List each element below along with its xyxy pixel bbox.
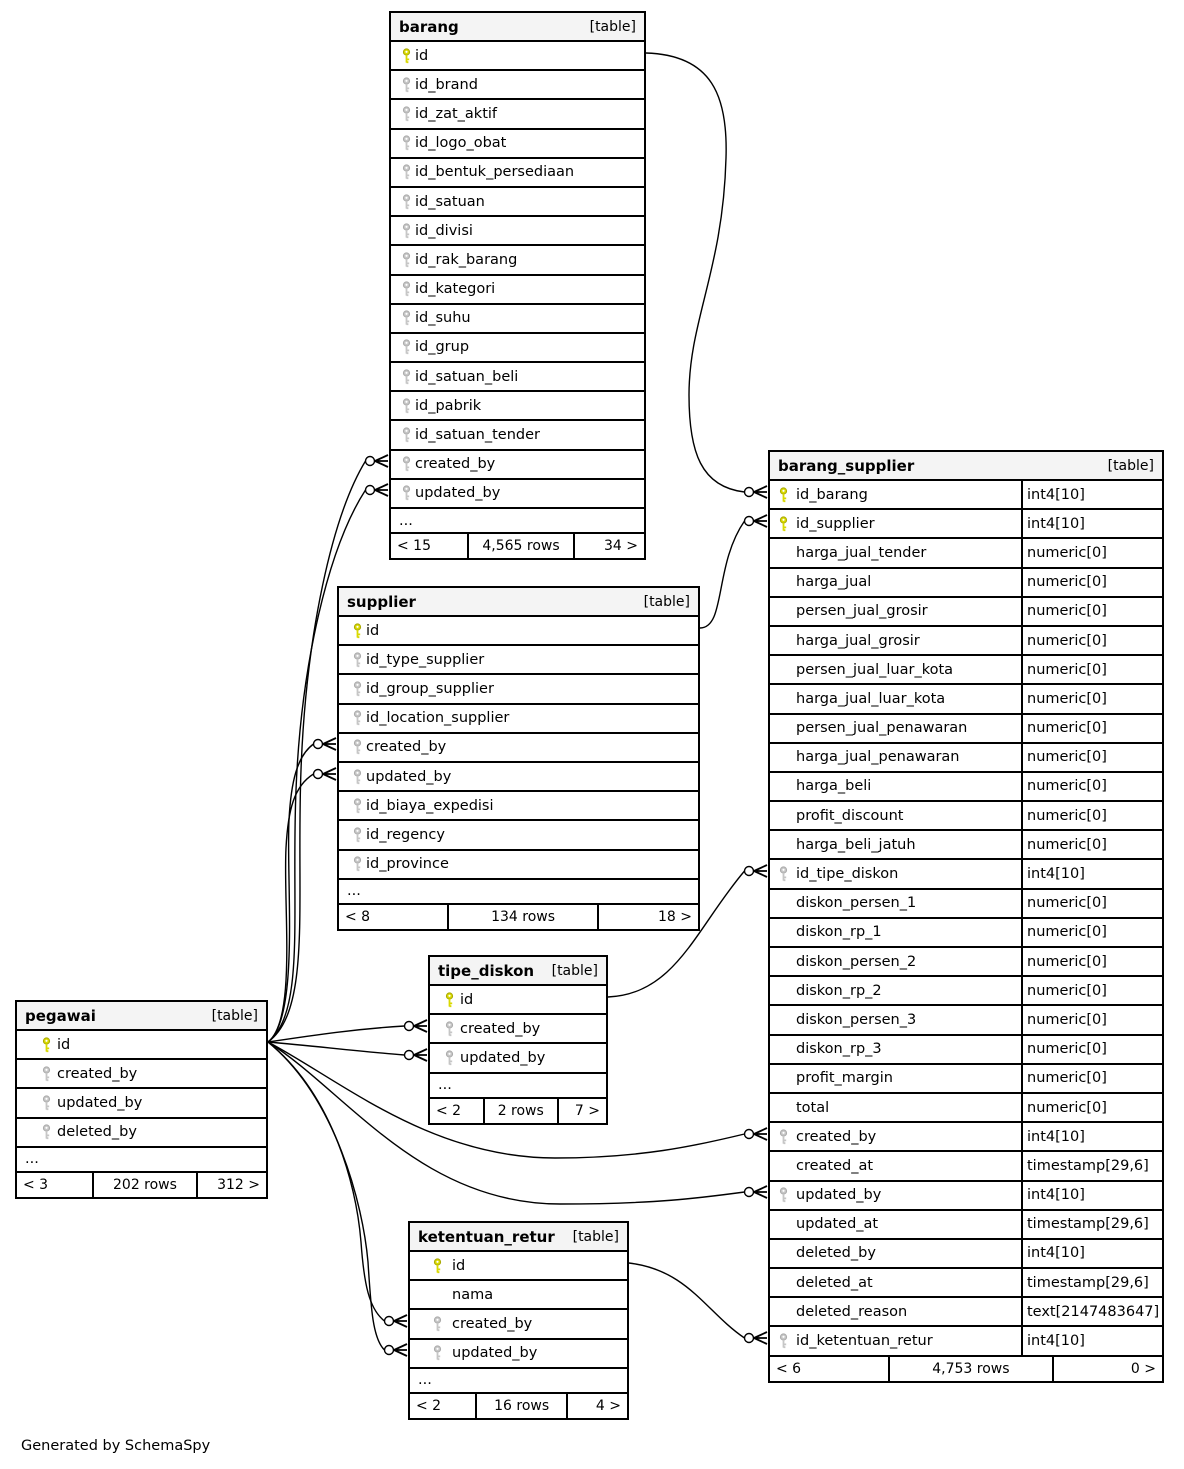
column-row-harga_jual_penawaran — [770, 742, 1162, 771]
primary-key-icon — [444, 992, 456, 1008]
foreign-key-icon — [41, 1066, 53, 1082]
column-name: diskon_rp_1 — [796, 924, 882, 941]
column-row-diskon_rp_3 — [770, 1034, 1162, 1063]
column-name: id — [460, 991, 474, 1008]
table-supplier[interactable] — [337, 586, 700, 931]
column-row-id_rak_barang — [391, 244, 644, 273]
column-row-id — [339, 615, 698, 644]
column-row-harga_beli_jatuh — [770, 829, 1162, 858]
foreign-key-icon — [352, 652, 364, 668]
column-name: id_location_supplier — [366, 710, 510, 727]
column-name: profit_discount — [796, 807, 904, 824]
column-name: created_by — [57, 1065, 138, 1082]
column-name: id_pabrik — [415, 397, 482, 414]
zero-or-many-circle-marker — [405, 1051, 414, 1060]
column-row-updated_at — [770, 1209, 1162, 1238]
column-row-id_biaya_expedisi — [339, 790, 698, 819]
table-footer — [17, 1171, 266, 1197]
primary-key-icon — [432, 1258, 444, 1274]
column-name: id — [366, 622, 380, 639]
column-type: timestamp[29,6] — [1021, 1269, 1162, 1296]
primary-key-icon — [778, 516, 790, 532]
column-type: numeric[0] — [1021, 627, 1162, 654]
column-name: deleted_by — [57, 1124, 137, 1141]
crow-foot-marker — [754, 1128, 767, 1140]
column-row-total — [770, 1092, 1162, 1121]
foreign-key-icon — [352, 769, 364, 785]
table-header — [430, 957, 606, 984]
column-name: id_zat_aktif — [415, 105, 498, 122]
column-name: id — [452, 1257, 466, 1274]
zero-or-many-circle-marker — [745, 1334, 754, 1343]
foreign-key-icon — [401, 77, 413, 93]
column-type: int4[10] — [1021, 860, 1162, 887]
column-row-persen_jual_grosir — [770, 596, 1162, 625]
column-type: numeric[0] — [1021, 715, 1162, 742]
foreign-key-icon — [401, 398, 413, 414]
column-row-id — [410, 1250, 627, 1279]
crow-foot-marker — [414, 1049, 427, 1061]
column-type: int4[10] — [1021, 1123, 1162, 1150]
crow-foot-marker — [754, 865, 767, 877]
table-row-count: 134 rows — [447, 905, 598, 929]
foreign-key-icon — [432, 1345, 444, 1361]
crow-foot-marker — [323, 768, 336, 780]
primary-key-icon — [778, 487, 790, 503]
foreign-key-icon — [401, 369, 413, 385]
column-name: id_barang — [796, 486, 868, 503]
column-name: id_satuan_beli — [415, 368, 519, 385]
primary-key-icon — [41, 1037, 53, 1053]
column-row-created_by — [339, 732, 698, 761]
column-row-id_logo_obat — [391, 128, 644, 157]
column-name: id_bentuk_persediaan — [415, 164, 575, 181]
related-out-count: 34 > — [573, 534, 644, 558]
column-name: harga_jual_penawaran — [796, 749, 960, 766]
table-header — [391, 13, 644, 40]
column-name: id_logo_obat — [415, 135, 507, 152]
related-in-count: < 6 — [776, 1360, 802, 1377]
foreign-key-icon — [352, 739, 364, 755]
table-footer — [410, 1392, 627, 1418]
column-name: harga_beli_jatuh — [796, 836, 916, 853]
column-row-id — [17, 1029, 266, 1058]
foreign-key-icon — [401, 310, 413, 326]
column-name: id_brand — [415, 76, 478, 93]
table-row-count: 16 rows — [475, 1394, 566, 1418]
column-row-created_by — [17, 1058, 266, 1087]
foreign-key-icon — [778, 1333, 790, 1349]
column-type: numeric[0] — [1021, 1036, 1162, 1063]
related-in-count: < 2 — [436, 1102, 462, 1119]
column-type: numeric[0] — [1021, 1094, 1162, 1121]
column-row-id — [430, 984, 606, 1013]
column-name: persen_jual_grosir — [796, 603, 928, 620]
column-name: created_by — [366, 739, 447, 756]
column-type: numeric[0] — [1021, 948, 1162, 975]
column-name: deleted_reason — [796, 1303, 908, 1320]
column-name: id_suhu — [415, 310, 471, 327]
zero-or-many-circle-marker — [314, 770, 323, 779]
column-name: id — [415, 47, 429, 64]
column-name: diskon_persen_1 — [796, 895, 917, 912]
zero-or-many-circle-marker — [366, 457, 375, 466]
table-tag: [table] — [572, 1228, 619, 1245]
crow-foot-marker — [754, 1332, 767, 1344]
column-row-id_kategori — [391, 274, 644, 303]
table-footer — [430, 1097, 606, 1123]
column-row-updated_by — [391, 478, 644, 507]
table-header — [17, 1002, 266, 1029]
foreign-key-icon — [401, 281, 413, 297]
column-row-id_location_supplier — [339, 703, 698, 732]
column-name: id_group_supplier — [366, 680, 494, 697]
column-type: numeric[0] — [1021, 1006, 1162, 1033]
column-type: numeric[0] — [1021, 598, 1162, 625]
column-name: created_at — [796, 1157, 874, 1174]
foreign-key-icon — [401, 194, 413, 210]
column-row-created_by — [770, 1121, 1162, 1150]
table-tag: [table] — [551, 962, 598, 979]
relationship-line — [268, 774, 314, 1042]
zero-or-many-circle-marker — [745, 1130, 754, 1139]
column-row-id_suhu — [391, 303, 644, 332]
column-name: updated_by — [415, 485, 501, 502]
column-row-deleted_by — [17, 1117, 266, 1146]
column-name: id_type_supplier — [366, 651, 485, 668]
column-name: created_by — [796, 1128, 877, 1145]
column-row-id_satuan_tender — [391, 419, 644, 448]
table-tag: [table] — [589, 18, 636, 35]
column-row-harga_jual_tender — [770, 537, 1162, 566]
crow-foot-marker — [414, 1020, 427, 1032]
zero-or-many-circle-marker — [745, 488, 754, 497]
table-header — [770, 452, 1162, 479]
crow-foot-marker — [754, 486, 767, 498]
column-name: id_grup — [415, 339, 470, 356]
column-row-id_satuan_beli — [391, 361, 644, 390]
column-type: numeric[0] — [1021, 685, 1162, 712]
column-row-updated_by — [410, 1338, 627, 1367]
column-row-profit_margin — [770, 1063, 1162, 1092]
column-name: id_satuan — [415, 193, 485, 210]
table-row-count: 4,753 rows — [888, 1357, 1053, 1381]
column-name: persen_jual_luar_kota — [796, 661, 954, 678]
related-out-count: 7 > — [557, 1099, 606, 1123]
column-row-id_zat_aktif — [391, 98, 644, 127]
column-row-id_group_supplier — [339, 673, 698, 702]
related-in-count: < 3 — [23, 1176, 49, 1193]
column-type: numeric[0] — [1021, 773, 1162, 800]
related-out-count: 0 > — [1052, 1357, 1162, 1381]
crow-foot-marker — [394, 1344, 407, 1356]
zero-or-many-circle-marker — [385, 1317, 394, 1326]
table-tipe_diskon[interactable] — [428, 955, 608, 1125]
related-out-count: 18 > — [597, 905, 698, 929]
column-row-created_by — [430, 1013, 606, 1042]
column-name: updated_by — [366, 768, 452, 785]
crow-foot-marker — [754, 1186, 767, 1198]
column-row-harga_jual — [770, 567, 1162, 596]
table-header — [410, 1223, 627, 1250]
more-columns-ellipsis: ... — [339, 878, 698, 903]
column-name: id_divisi — [415, 222, 473, 239]
related-in-count: < 2 — [416, 1397, 442, 1414]
column-row-id_grup — [391, 332, 644, 361]
table-name[interactable]: pegawai — [25, 1006, 96, 1025]
column-row-updated_by — [770, 1180, 1162, 1209]
diagram-caption: Generated by SchemaSpy — [21, 1438, 211, 1454]
zero-or-many-circle-marker — [745, 1188, 754, 1197]
foreign-key-icon — [41, 1095, 53, 1111]
foreign-key-icon — [432, 1316, 444, 1332]
foreign-key-icon — [778, 1187, 790, 1203]
column-row-harga_jual_luar_kota — [770, 683, 1162, 712]
table-tag: [table] — [643, 593, 690, 610]
column-name: id_kategori — [415, 281, 496, 298]
table-tag: [table] — [1107, 457, 1154, 474]
foreign-key-icon — [401, 456, 413, 472]
column-type: int4[10] — [1021, 1327, 1162, 1354]
column-row-deleted_at — [770, 1267, 1162, 1296]
column-name: id_supplier — [796, 515, 875, 532]
foreign-key-icon — [401, 485, 413, 501]
column-name: harga_jual_grosir — [796, 632, 920, 649]
column-type: numeric[0] — [1021, 831, 1162, 858]
column-name: created_by — [452, 1315, 533, 1332]
column-name: profit_margin — [796, 1070, 893, 1087]
column-row-id_regency — [339, 819, 698, 848]
relationship-line — [268, 744, 314, 1042]
column-name: persen_jual_penawaran — [796, 720, 968, 737]
zero-or-many-circle-marker — [405, 1022, 414, 1031]
column-row-harga_beli — [770, 771, 1162, 800]
relationship-line — [646, 53, 745, 492]
column-type: numeric[0] — [1021, 1065, 1162, 1092]
foreign-key-icon — [352, 856, 364, 872]
more-columns-ellipsis: ... — [430, 1072, 606, 1097]
column-type: int4[10] — [1021, 1182, 1162, 1209]
column-name: created_by — [460, 1020, 541, 1037]
column-name: harga_beli — [796, 778, 872, 795]
relationship-line — [629, 1263, 745, 1338]
relationship-line — [700, 521, 745, 628]
column-row-id_supplier — [770, 508, 1162, 537]
column-name: diskon_persen_2 — [796, 953, 917, 970]
table-name[interactable]: barang_supplier — [778, 456, 915, 475]
column-type: numeric[0] — [1021, 802, 1162, 829]
related-out-count: 312 > — [196, 1173, 266, 1197]
column-row-updated_by — [430, 1042, 606, 1071]
column-row-id_ketentuan_retur — [770, 1325, 1162, 1354]
column-row-deleted_by — [770, 1238, 1162, 1267]
column-row-harga_jual_grosir — [770, 625, 1162, 654]
related-in-count: < 15 — [397, 538, 431, 554]
column-name: id — [57, 1036, 71, 1053]
foreign-key-icon — [401, 164, 413, 180]
column-name: id_ketentuan_retur — [796, 1333, 933, 1350]
column-row-id_tipe_diskon — [770, 858, 1162, 887]
column-row-id_satuan — [391, 186, 644, 215]
column-row-id_type_supplier — [339, 644, 698, 673]
column-name: id_regency — [366, 826, 445, 843]
table-name[interactable]: ketentuan_retur — [418, 1227, 555, 1246]
foreign-key-icon — [352, 710, 364, 726]
more-columns-ellipsis: ... — [391, 507, 644, 532]
column-row-diskon_rp_1 — [770, 917, 1162, 946]
column-type: timestamp[29,6] — [1021, 1152, 1162, 1179]
column-row-diskon_persen_2 — [770, 946, 1162, 975]
zero-or-many-circle-marker — [385, 1346, 394, 1355]
table-row-count: 2 rows — [483, 1099, 557, 1123]
relationship-line — [268, 1026, 405, 1042]
crow-foot-marker — [323, 738, 336, 750]
table-header — [339, 588, 698, 615]
table-name[interactable]: supplier — [347, 592, 416, 611]
table-tag: [table] — [211, 1007, 258, 1024]
crow-foot-marker — [375, 455, 388, 467]
foreign-key-icon — [778, 866, 790, 882]
column-name: diskon_rp_3 — [796, 1041, 882, 1058]
column-name: id_tipe_diskon — [796, 866, 899, 883]
column-row-nama — [410, 1279, 627, 1308]
column-name: harga_jual_tender — [796, 544, 927, 561]
column-row-created_by — [391, 449, 644, 478]
zero-or-many-circle-marker — [314, 740, 323, 749]
relationship-line — [268, 1042, 385, 1321]
column-name: updated_by — [796, 1187, 882, 1204]
foreign-key-icon — [401, 339, 413, 355]
column-name: diskon_persen_3 — [796, 1011, 917, 1028]
column-type: int4[10] — [1021, 481, 1162, 508]
column-type: text[2147483647] — [1021, 1298, 1162, 1325]
related-out-count: 4 > — [566, 1394, 627, 1418]
column-row-id_pabrik — [391, 390, 644, 419]
table-row-count: 4,565 rows — [467, 534, 573, 558]
column-name: deleted_at — [796, 1274, 873, 1291]
column-type: timestamp[29,6] — [1021, 1211, 1162, 1238]
column-row-updated_by — [339, 761, 698, 790]
column-row-id_divisi — [391, 215, 644, 244]
column-type: numeric[0] — [1021, 890, 1162, 917]
table-barang[interactable] — [389, 11, 646, 560]
column-row-diskon_persen_3 — [770, 1004, 1162, 1033]
column-row-updated_by — [17, 1087, 266, 1116]
column-name: id_rak_barang — [415, 251, 518, 268]
column-row-id_brand — [391, 69, 644, 98]
column-type: numeric[0] — [1021, 656, 1162, 683]
column-type: numeric[0] — [1021, 539, 1162, 566]
column-name: diskon_rp_2 — [796, 982, 882, 999]
column-name: updated_by — [452, 1345, 538, 1362]
foreign-key-icon — [444, 1021, 456, 1037]
table-ketentuan_retur[interactable] — [408, 1221, 629, 1420]
primary-key-icon — [352, 623, 364, 639]
table-footer — [391, 532, 644, 558]
column-row-persen_jual_luar_kota — [770, 654, 1162, 683]
more-columns-ellipsis: ... — [410, 1367, 627, 1392]
more-columns-ellipsis: ... — [17, 1146, 266, 1171]
table-pegawai[interactable] — [15, 1000, 268, 1199]
column-name: deleted_by — [796, 1245, 876, 1262]
column-type: numeric[0] — [1021, 977, 1162, 1004]
table-name[interactable]: barang — [399, 17, 459, 36]
crow-foot-marker — [754, 515, 767, 527]
foreign-key-icon — [352, 681, 364, 697]
column-row-created_at — [770, 1150, 1162, 1179]
foreign-key-icon — [401, 135, 413, 151]
column-row-profit_discount — [770, 800, 1162, 829]
column-name: created_by — [415, 456, 496, 473]
table-footer — [339, 903, 698, 929]
column-row-id_province — [339, 849, 698, 878]
column-row-created_by — [410, 1308, 627, 1337]
crow-foot-marker — [375, 484, 388, 496]
column-type: numeric[0] — [1021, 569, 1162, 596]
zero-or-many-circle-marker — [745, 867, 754, 876]
foreign-key-icon — [401, 427, 413, 443]
column-name: id_satuan_tender — [415, 427, 541, 444]
column-name: harga_jual_luar_kota — [796, 690, 946, 707]
foreign-key-icon — [444, 1050, 456, 1066]
column-row-id_bentuk_persediaan — [391, 157, 644, 186]
column-row-deleted_reason — [770, 1296, 1162, 1325]
foreign-key-icon — [778, 1129, 790, 1145]
column-row-persen_jual_penawaran — [770, 713, 1162, 742]
foreign-key-icon — [401, 252, 413, 268]
primary-key-icon — [401, 48, 413, 64]
zero-or-many-circle-marker — [366, 486, 375, 495]
column-type: int4[10] — [1021, 1240, 1162, 1267]
foreign-key-icon — [41, 1124, 53, 1140]
column-type: numeric[0] — [1021, 919, 1162, 946]
column-name: updated_at — [796, 1216, 879, 1233]
column-type: numeric[0] — [1021, 744, 1162, 771]
foreign-key-icon — [352, 827, 364, 843]
table-barang_supplier[interactable] — [768, 450, 1164, 1383]
table-name[interactable]: tipe_diskon — [438, 961, 535, 980]
foreign-key-icon — [352, 798, 364, 814]
zero-or-many-circle-marker — [745, 517, 754, 526]
column-name: id_biaya_expedisi — [366, 797, 494, 814]
column-row-diskon_persen_1 — [770, 888, 1162, 917]
column-name: total — [796, 1099, 830, 1116]
foreign-key-icon — [401, 106, 413, 122]
foreign-key-icon — [401, 223, 413, 239]
column-name: updated_by — [57, 1094, 143, 1111]
column-row-diskon_rp_2 — [770, 975, 1162, 1004]
column-name: harga_jual — [796, 574, 872, 591]
related-in-count: < 8 — [345, 908, 371, 925]
column-name: updated_by — [460, 1049, 546, 1066]
column-name: nama — [452, 1286, 494, 1303]
column-row-id — [391, 40, 644, 69]
table-row-count: 202 rows — [92, 1173, 197, 1197]
column-row-id_barang — [770, 479, 1162, 508]
table-footer — [770, 1355, 1162, 1381]
column-type: int4[10] — [1021, 510, 1162, 537]
column-name: id_province — [366, 856, 449, 873]
crow-foot-marker — [394, 1315, 407, 1327]
